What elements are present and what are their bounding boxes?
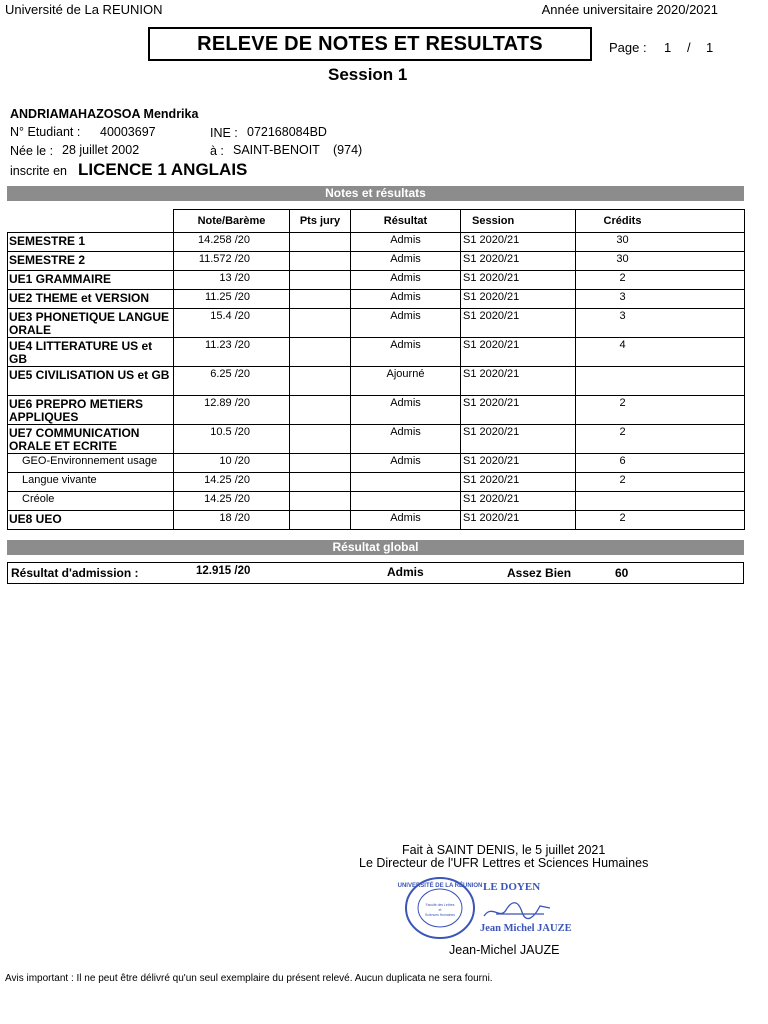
grade-jury-cell [290, 454, 351, 473]
seal-ring-text: UNIVERSITÉ DE LA RÉUNION [397, 883, 483, 889]
grade-result-cell [351, 425, 461, 454]
grade-session: S1 2020/21 [463, 426, 520, 438]
header-session: Session [461, 210, 576, 233]
grade-credits-cell [576, 454, 745, 473]
grade-label-cell [8, 271, 174, 290]
grade-result: Admis [390, 253, 421, 265]
grade-row [8, 425, 745, 454]
grade-credits-cell [576, 511, 745, 530]
grade-session-cell [461, 252, 576, 271]
grade-row [8, 454, 745, 473]
grade-row [8, 473, 745, 492]
grade-label: UE6 PREPRO METIERS APPLIQUES [9, 397, 144, 424]
grade-result: Admis [390, 426, 421, 438]
grade-row [8, 396, 745, 425]
grade-note-cell [174, 396, 290, 425]
grade-label-cell [8, 511, 174, 530]
grade-note: 11.25 /20 [204, 291, 250, 303]
grade-note: 11.23 /20 [204, 339, 250, 351]
grade-jury-cell [290, 290, 351, 309]
grade-label-cell [8, 233, 174, 252]
grade-label: UE3 PHONETIQUE LANGUE ORALE [9, 310, 170, 337]
grade-session: S1 2020/21 [463, 253, 520, 265]
grade-jury-cell [290, 396, 351, 425]
grade-row [8, 290, 745, 309]
grade-session: S1 2020/21 [463, 291, 520, 303]
signer-name: Jean-Michel JAUZE [449, 943, 560, 957]
student-id-value: 40003697 [100, 125, 156, 139]
grade-label: UE7 COMMUNICATION ORALE ET ECRITE [9, 426, 140, 453]
svg-text:et: et [438, 908, 442, 912]
enrolled-label: inscrite en [10, 164, 67, 178]
grade-result: Admis [390, 272, 421, 284]
university-seal-icon [397, 876, 483, 940]
handwritten-signature-icon [478, 896, 558, 924]
grade-label: SEMESTRE 2 [9, 253, 86, 267]
grade-jury-cell [290, 473, 351, 492]
grade-result-cell [351, 454, 461, 473]
grade-row [8, 492, 745, 511]
grade-session-cell [461, 454, 576, 473]
birth-place: SAINT-BENOIT [233, 143, 320, 157]
grade-result-cell [351, 252, 461, 271]
grade-credits: 2 [619, 397, 626, 409]
grade-note-cell [174, 271, 290, 290]
grade-note-cell [174, 338, 290, 367]
grade-label-cell [8, 367, 174, 396]
grade-result: Ajourné [386, 368, 425, 380]
global-note: 12.915 /20 [196, 565, 251, 577]
grade-session-cell [461, 309, 576, 338]
student-name: ANDRIAMAHAZOSOA Mendrika [10, 107, 199, 121]
global-label: Résultat d'admission : [11, 566, 139, 580]
grade-credits-cell [576, 492, 745, 511]
grade-jury-cell [290, 271, 351, 290]
university-name: Université de La REUNION [5, 2, 163, 17]
grade-credits-cell [576, 338, 745, 367]
grade-credits: 2 [619, 474, 626, 486]
grade-credits-cell [576, 309, 745, 338]
birth-date: 28 juillet 2002 [62, 143, 140, 157]
grade-result-cell [351, 271, 461, 290]
grade-session-cell [461, 511, 576, 530]
grade-row [8, 252, 745, 271]
header-empty [8, 210, 174, 233]
header-note: Note/Barème [174, 210, 290, 233]
grade-credits: 30 [616, 234, 629, 246]
grade-note: 14.25 /20 [204, 493, 250, 505]
grade-session-cell [461, 425, 576, 454]
grade-label-cell [8, 338, 174, 367]
global-section-title: Résultat global [332, 540, 419, 554]
birth-place-label: à : [210, 144, 224, 158]
grade-label-cell [8, 290, 174, 309]
academic-year: Année universitaire 2020/2021 [541, 2, 718, 17]
grade-result: Admis [390, 234, 421, 246]
grade-result-cell [351, 396, 461, 425]
grade-credits: 30 [616, 253, 629, 265]
grade-result: Admis [390, 397, 421, 409]
grade-credits-cell [576, 396, 745, 425]
grade-session-cell [461, 396, 576, 425]
grade-note: 18 /20 [219, 512, 250, 524]
ine-value: 072168084BD [247, 125, 327, 139]
grade-label-cell [8, 425, 174, 454]
svg-text:Sciences Humaines: Sciences Humaines [425, 913, 455, 917]
student-id-label: N° Etudiant : [10, 125, 81, 139]
grade-session: S1 2020/21 [463, 310, 520, 322]
grade-result-cell [351, 338, 461, 367]
grade-jury-cell [290, 425, 351, 454]
grade-label-cell [8, 396, 174, 425]
grade-result: Admis [390, 512, 421, 524]
grade-session: S1 2020/21 [463, 455, 520, 467]
grade-note-cell [174, 511, 290, 530]
grade-note: 14.258 /20 [198, 234, 250, 246]
grade-row [8, 309, 745, 338]
grade-note-cell [174, 252, 290, 271]
grade-note: 10 /20 [219, 455, 250, 467]
grade-note: 6.25 /20 [210, 368, 250, 380]
grade-result-cell [351, 473, 461, 492]
header-jury: Pts jury [290, 210, 351, 233]
grade-result-cell [351, 492, 461, 511]
grade-note-cell [174, 290, 290, 309]
grade-label: UE2 THEME et VERSION [9, 291, 150, 305]
grade-session-cell [461, 290, 576, 309]
grade-note: 14.25 /20 [204, 474, 250, 486]
grade-session: S1 2020/21 [463, 397, 520, 409]
footer-notice: Avis important : Il ne peut être délivré qu'un seul exemplaire du présent relevé. Aucun duplicata ne sera fourni. [5, 973, 493, 984]
grades-table [7, 209, 745, 530]
grade-row [8, 511, 745, 530]
grade-result: Admis [390, 455, 421, 467]
grade-jury-cell [290, 492, 351, 511]
grade-result: Admis [390, 339, 421, 351]
grade-result-cell [351, 511, 461, 530]
grade-jury-cell [290, 233, 351, 252]
grade-session: S1 2020/21 [463, 234, 520, 246]
grade-note-cell [174, 309, 290, 338]
grade-label: UE5 CIVILISATION US et GB [9, 368, 170, 382]
document-title-text: RELEVE DE NOTES ET RESULTATS [197, 32, 543, 55]
grade-jury-cell [290, 511, 351, 530]
page-total: 1 [706, 40, 714, 55]
grade-jury-cell [290, 367, 351, 396]
grade-credits-cell [576, 367, 745, 396]
notes-section-bar [7, 186, 744, 201]
grade-label-cell [8, 473, 174, 492]
signature-place-date: Fait à SAINT DENIS, le 5 juillet 2021 [402, 843, 606, 857]
grade-credits-cell [576, 425, 745, 454]
grade-row [8, 338, 745, 367]
grade-note-cell [174, 425, 290, 454]
svg-text:Faculté des Lettres: Faculté des Lettres [425, 903, 455, 907]
grade-row [8, 233, 745, 252]
grade-label-cell [8, 454, 174, 473]
grade-label: SEMESTRE 1 [9, 234, 86, 248]
page-current: 1 [664, 40, 672, 55]
page-separator: / [687, 40, 691, 55]
stamp-title: LE DOYEN [483, 881, 541, 893]
grade-credits-cell [576, 473, 745, 492]
grade-row [8, 367, 745, 396]
grade-credits-cell [576, 233, 745, 252]
grade-note-cell [174, 492, 290, 511]
ine-label: INE : [210, 126, 238, 140]
global-result-box [7, 562, 744, 584]
grade-credits-cell [576, 271, 745, 290]
grade-credits: 3 [619, 310, 626, 322]
birth-label: Née le : [10, 144, 54, 158]
notes-section-title: Notes et résultats [325, 186, 426, 200]
grade-note-cell [174, 367, 290, 396]
grade-session-cell [461, 271, 576, 290]
grade-credits: 3 [619, 291, 626, 303]
header-result: Résultat [351, 210, 461, 233]
grade-label: UE1 GRAMMAIRE [9, 272, 112, 286]
grade-session: S1 2020/21 [463, 272, 520, 284]
grade-session-cell [461, 233, 576, 252]
grade-session: S1 2020/21 [463, 474, 520, 486]
grade-session-cell [461, 492, 576, 511]
grade-credits: 4 [619, 339, 626, 351]
grade-label: UE4 LITTERATURE US et GB [9, 339, 153, 366]
grade-credits-cell [576, 290, 745, 309]
grades-header-row [8, 210, 745, 233]
birth-place-code: (974) [333, 143, 363, 157]
grade-result-cell [351, 290, 461, 309]
session-title: Session 1 [328, 65, 408, 84]
global-credits: 60 [615, 566, 629, 580]
grade-label: Langue vivante [22, 474, 97, 486]
grade-result-cell [351, 233, 461, 252]
grade-note: 13 /20 [219, 272, 250, 284]
grades-body [8, 233, 745, 530]
page-label: Page : [609, 40, 647, 55]
grade-session: S1 2020/21 [463, 493, 520, 505]
global-mention: Assez Bien [507, 566, 572, 580]
grade-note-cell [174, 454, 290, 473]
program-name: LICENCE 1 ANGLAIS [78, 160, 248, 179]
grade-session-cell [461, 367, 576, 396]
grade-label-cell [8, 309, 174, 338]
grade-label: Créole [22, 493, 55, 505]
grade-note-cell [174, 473, 290, 492]
grade-note-cell [174, 233, 290, 252]
grade-credits: 2 [619, 272, 626, 284]
header-credits: Crédits [576, 210, 745, 233]
grade-result-cell [351, 367, 461, 396]
grade-jury-cell [290, 338, 351, 367]
grade-note: 12.89 /20 [204, 397, 250, 409]
grade-session-cell [461, 338, 576, 367]
global-result: Admis [387, 565, 424, 579]
stamp-name: Jean Michel JAUZE [480, 923, 572, 934]
grade-label: GEO-Environnement usage [22, 455, 158, 467]
grade-jury-cell [290, 252, 351, 271]
signature-role: Le Directeur de l'UFR Lettres et Sciences Humaines [359, 856, 649, 870]
grade-jury-cell [290, 309, 351, 338]
grade-session: S1 2020/21 [463, 512, 520, 524]
grade-result-cell [351, 309, 461, 338]
grade-row [8, 271, 745, 290]
grade-session: S1 2020/21 [463, 368, 520, 380]
grade-result: Admis [390, 291, 421, 303]
global-section-bar [7, 540, 744, 555]
grade-label-cell [8, 492, 174, 511]
grade-session-cell [461, 473, 576, 492]
grade-note: 11.572 /20 [198, 253, 250, 265]
grade-session: S1 2020/21 [463, 339, 520, 351]
grade-label-cell [8, 252, 174, 271]
grade-credits: 2 [619, 426, 626, 438]
grade-credits: 6 [619, 455, 626, 467]
grade-label: UE8 UEO [9, 512, 62, 526]
grade-note: 15.4 /20 [210, 310, 250, 322]
grade-credits: 2 [619, 512, 626, 524]
grade-note: 10.5 /20 [210, 426, 250, 438]
grade-credits-cell [576, 252, 745, 271]
document-title [148, 27, 592, 61]
grade-result: Admis [390, 310, 421, 322]
